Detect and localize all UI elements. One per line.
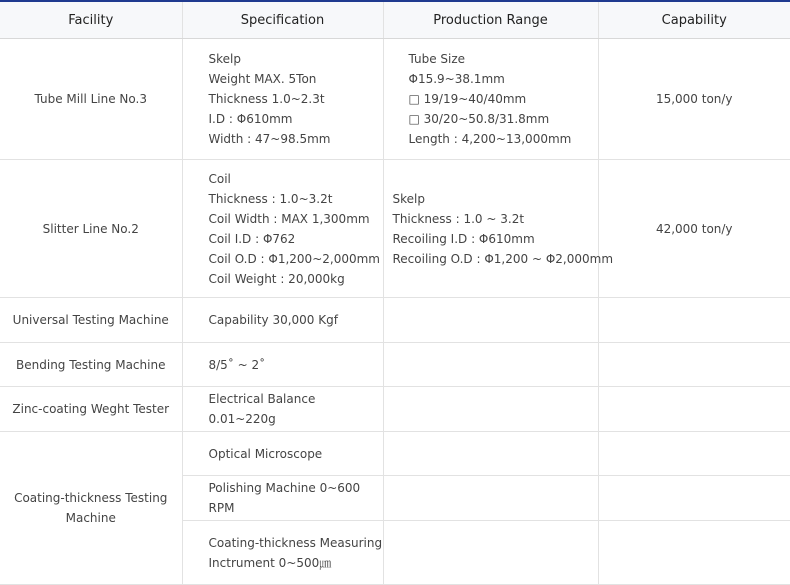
- facility-cell: Coating-thickness Testing Machine: [0, 432, 182, 585]
- header-facility: Facility: [0, 1, 182, 39]
- header-specification: Specification: [182, 1, 383, 39]
- header-production-range: Production Range: [383, 1, 598, 39]
- spec-line: Weight MAX. 5Ton: [208, 72, 317, 86]
- specification-cell: 8/5˚ ~ 2˚: [182, 343, 383, 387]
- spec-line: Coil O.D : Φ1,200~2,000mm: [208, 251, 380, 266]
- spec-line: I.D : Φ610mm: [208, 112, 293, 126]
- capability-cell: 15,000 ton/y: [598, 39, 790, 160]
- capability-cell: [598, 432, 790, 476]
- production-range-cell: [383, 521, 598, 585]
- production-range-cell: [383, 298, 598, 343]
- spec-line: Thickness : 1.0~3.2t: [208, 191, 333, 206]
- specification-cell: Optical Microscope: [182, 432, 383, 476]
- range-line: Skelp: [392, 191, 425, 206]
- table-row: [0, 432, 790, 476]
- capability-cell: [598, 298, 790, 343]
- spec-line: Thickness 1.0~2.3t: [208, 92, 325, 106]
- table-row: [0, 39, 790, 160]
- production-range-cell: [383, 39, 598, 160]
- range-line: Recoiling I.D : Φ610mm: [392, 231, 535, 246]
- facility-cell: Tube Mill Line No.3: [0, 39, 182, 160]
- facility-cell: Universal Testing Machine: [0, 298, 182, 343]
- capability-cell: [598, 476, 790, 521]
- specification-cell: Polishing Machine 0~600 RPM: [182, 476, 383, 521]
- header-capability: Capability: [598, 1, 790, 39]
- facility-cell: Bending Testing Machine: [0, 343, 182, 387]
- facility-cell: Zinc-coating Weght Tester: [0, 387, 182, 432]
- range-line: Recoiling O.D : Φ1,200 ~ Φ2,000mm: [392, 251, 614, 266]
- header-row: [0, 1, 790, 39]
- range-line: □ 19/19~40/40mm: [408, 92, 527, 106]
- specification-cell: Electrical Balance 0.01~220g: [182, 387, 383, 432]
- spec-line: Coil I.D : Φ762: [208, 231, 296, 246]
- spec-line: Inctrument 0~500㎛: [208, 555, 332, 570]
- spec-line: Width : 47~98.5mm: [208, 132, 331, 146]
- spec-line: Coating-thickness Measuring: [208, 535, 383, 550]
- table-row: [0, 160, 790, 298]
- specification-cell: [182, 160, 383, 298]
- specification-cell: [182, 521, 383, 585]
- table-row: [0, 298, 790, 343]
- production-range-cell: [383, 387, 598, 432]
- facility-cell: Slitter Line No.2: [0, 160, 182, 298]
- range-line: Length : 4,200~13,000mm: [408, 132, 572, 146]
- range-line: □ 30/20~50.8/31.8mm: [408, 112, 550, 126]
- spec-line: Skelp: [208, 52, 241, 66]
- range-line: Thickness : 1.0 ~ 3.2t: [392, 211, 525, 226]
- table-row: [0, 343, 790, 387]
- specification-cell: Capability 30,000 Kgf: [182, 298, 383, 343]
- production-range-cell: [383, 160, 614, 298]
- spec-line: Coil Width : MAX 1,300mm: [208, 211, 370, 226]
- spec-line: Coil: [208, 171, 231, 186]
- specification-cell: [182, 39, 383, 160]
- table-row: [0, 387, 790, 432]
- production-range-cell: [383, 343, 598, 387]
- production-range-cell: [383, 432, 598, 476]
- range-line: Tube Size: [408, 52, 466, 66]
- production-range-cell: [383, 476, 598, 521]
- capability-cell: [598, 343, 790, 387]
- capability-cell: 42,000 ton/y: [598, 160, 790, 298]
- capability-cell: [598, 387, 790, 432]
- spec-line: Coil Weight : 20,000kg: [208, 271, 345, 286]
- capability-cell: [598, 521, 790, 585]
- range-line: Φ15.9~38.1mm: [408, 72, 505, 86]
